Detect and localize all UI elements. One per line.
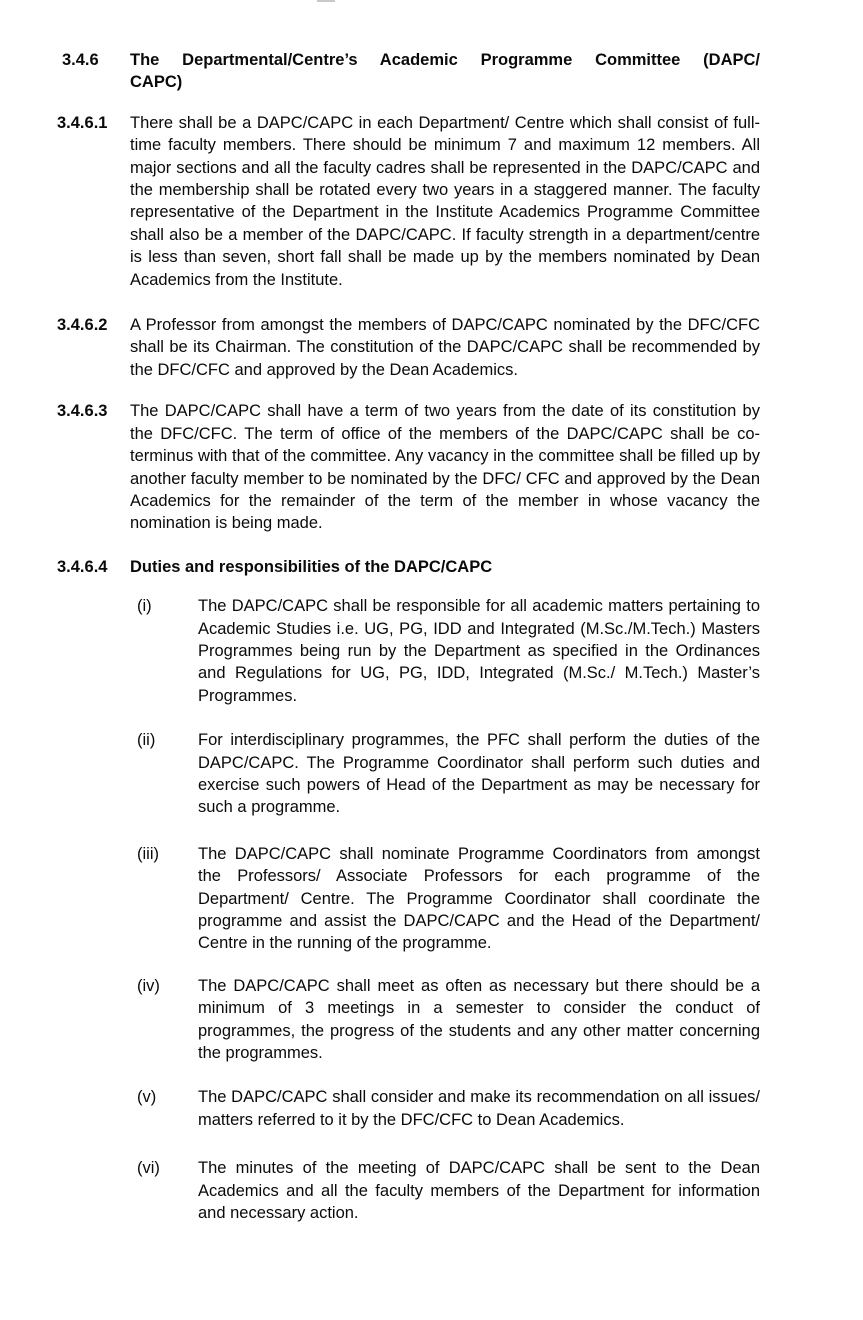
item-marker: (v)	[137, 1088, 157, 1107]
clause-text: The DAPC/CAPC shall have a term of two years from the date of its constitution by the DFC/CFC. The term of office of the members of the DAPC/CAPC shall be co-terminus with that of the committee. Any vacancy in the committee shall be filled up by another faculty member to be nominated by the DFC/ CFC and approved by the Dean Academics for the remainder of the term of the member in whose vacancy the nomination is being made.	[130, 402, 760, 533]
duty-item-iii	[137, 843, 863, 955]
item-marker: (ii)	[137, 731, 156, 750]
duty-item-ii	[137, 729, 863, 819]
duty-item-v	[137, 1086, 863, 1131]
item-marker: (iii)	[137, 844, 159, 863]
item-marker: (vi)	[137, 1159, 160, 1178]
clause-number: 3.4.6.3	[57, 402, 108, 421]
item-text: The DAPC/CAPC shall be responsible for all academic matters pertaining to Academic Studies i.e. UG, PG, IDD and Integrated (M.Sc./M.Tech.) Masters Programmes being run by the Department as specified in the Ordinances and Regulations for UG, PG, IDD, Integrated (M.Sc./ M.Tech.) Master’s Programmes.	[198, 597, 760, 705]
clause-3-4-6-4-heading	[57, 556, 863, 578]
item-text: For interdisciplinary programmes, the PFC shall perform the duties of the DAPC/CAPC. The Programme Coordinator shall perform such duties and exercise such powers of Head of the Department as may be necessary for such a programme.	[198, 731, 760, 817]
duty-item-i	[137, 595, 863, 707]
clause-3-4-6-2	[57, 314, 863, 381]
duties-title: Duties and responsibilities of the DAPC/CAPC	[130, 557, 493, 576]
clause-3-4-6-1	[57, 112, 863, 291]
duty-item-vi	[137, 1157, 863, 1224]
item-marker: (i)	[137, 597, 152, 616]
item-marker: (iv)	[137, 976, 160, 995]
item-text: The DAPC/CAPC shall consider and make its recommendation on all issues/ matters referred to it by the DFC/CFC to Dean Academics.	[198, 1088, 760, 1129]
scan-artifact	[317, 0, 335, 2]
clause-number: 3.4.6.2	[57, 316, 108, 335]
section-title	[130, 49, 760, 94]
clause-text: A Professor from amongst the members of DAPC/CAPC nominated by the DFC/CFC shall be its Chairman. The constitution of the DAPC/CAPC shall be recommended by the DFC/CFC and approved by the Dean Academics.	[130, 316, 760, 379]
section-number: 3.4.6	[62, 51, 99, 69]
clause-3-4-6-3	[57, 400, 863, 534]
duty-item-iv	[137, 975, 863, 1065]
section-title-line2: CAPC)	[130, 73, 183, 92]
clause-text: There shall be a DAPC/CAPC in each Department/ Centre which shall consist of full-time faculty members. There should be minimum 7 and maximum 12 members. All major sections and all the faculty cadres shall be represented in the DAPC/CAPC and the membership shall be rotated every two years in a staggered manner. The faculty representative of the Department in the Institute Academics Programme Committee shall also be a member of the DAPC/CAPC. If faculty strength in a department/centre is less than seven, short fall shall be made up by the members nominated by Dean Academics from the Institute.	[130, 113, 760, 289]
item-text: The minutes of the meeting of DAPC/CAPC shall be sent to the Dean Academics and all the faculty members of the Department for information and necessary action.	[198, 1159, 760, 1223]
clause-number: 3.4.6.4	[57, 557, 108, 576]
section-heading	[62, 49, 863, 94]
clause-number: 3.4.6.1	[57, 113, 108, 132]
item-text: The DAPC/CAPC shall nominate Programme Coordinators from amongst the Professors/ Associate Professors for each programme of the Department/ Centre. The Programme Coordinator shall coordinate the programme and assist the DAPC/CAPC and the Head of the Department/ Centre in the running of the programme.	[198, 844, 760, 953]
section-title-line1: The Departmental/Centre’s Academic Programme Committee (DAPC/	[130, 51, 760, 69]
item-text: The DAPC/CAPC shall meet as often as necessary but there should be a minimum of 3 meetings in a semester to consider the conduct of programmes, the progress of the students and any other matter concerning the programmes.	[198, 976, 760, 1063]
